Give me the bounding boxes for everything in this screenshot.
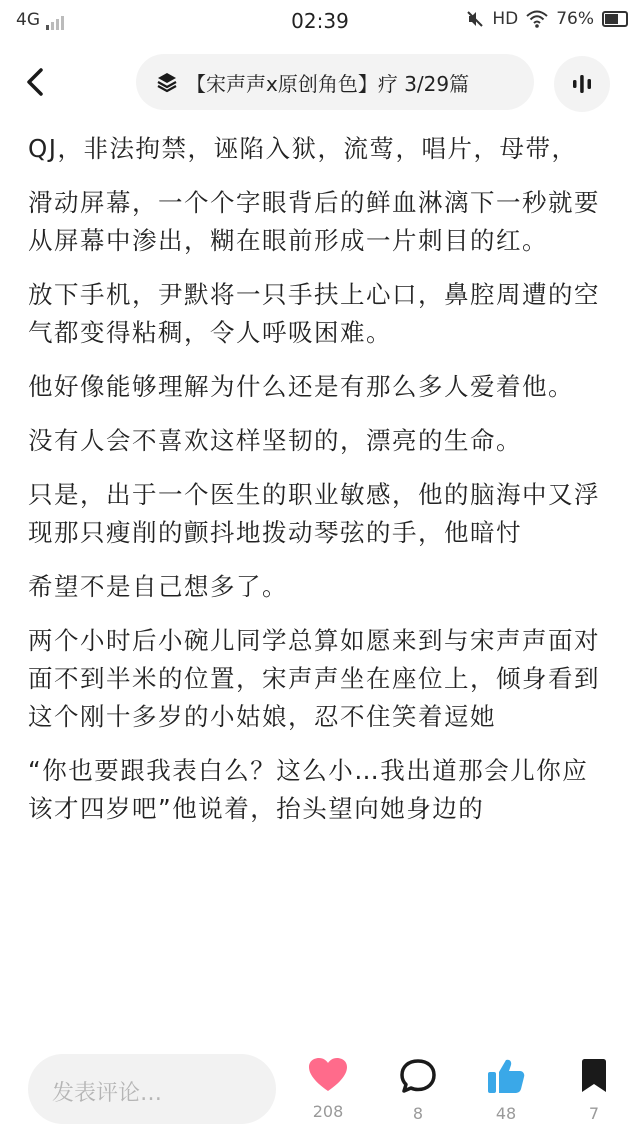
- audio-wave-icon: [570, 72, 594, 96]
- paragraph: 他好像能够理解为什么还是有那么多人爱着他。: [28, 372, 574, 401]
- paragraph: “你也要跟我表白么？这么小…我出道那会儿你应该才四岁吧”他说着，抬头望向她身边的: [28, 756, 589, 823]
- battery-percent: 76%: [556, 9, 594, 29]
- hd-label: HD: [492, 9, 519, 29]
- status-bar: [0, 0, 640, 44]
- paragraph: 两个小时后小碗儿同学总算如愿来到与宋声声面对面不到半米的位置，宋声声坐在座位上，倾身看到这个刚十多岁的小姑娘，忍不住笑着逗她: [28, 626, 600, 731]
- paragraph: 没有人会不喜欢这样坚韧的，漂亮的生命。: [28, 426, 522, 455]
- status-right: [466, 9, 628, 29]
- comments-button[interactable]: [383, 1058, 453, 1138]
- top-nav: [0, 52, 640, 112]
- comment-placeholder: 发表评论…: [52, 1081, 163, 1106]
- bottom-action-bar: [0, 1044, 640, 1138]
- paragraph: QJ，非法拘禁，诬陷入狱，流莺，唱片，母带，: [28, 134, 578, 163]
- comment-count: 8: [412, 1104, 424, 1123]
- network-type: 4G: [16, 10, 40, 30]
- chapter-title: 【宋声声x原创角色】疗 3/29篇: [186, 71, 470, 96]
- bookmark-icon: [579, 1058, 609, 1094]
- paragraph: 希望不是自己想多了。: [28, 572, 288, 601]
- comment-input[interactable]: [28, 1054, 276, 1124]
- back-arrow-icon[interactable]: [20, 66, 52, 98]
- thumbs-up-button[interactable]: [471, 1058, 541, 1138]
- thumbs-up-icon: [487, 1058, 525, 1094]
- article-body: [28, 130, 608, 1040]
- like-count: 208: [312, 1102, 344, 1121]
- layers-icon: [156, 71, 178, 93]
- wifi-icon: [526, 10, 548, 28]
- chapter-title-pill[interactable]: [136, 54, 534, 110]
- mute-icon: [466, 10, 484, 28]
- bookmark-count: 7: [588, 1104, 600, 1123]
- thumbs-up-count: 48: [495, 1104, 517, 1123]
- paragraph: 滑动屏幕，一个个字眼背后的鲜血淋漓下一秒就要从屏幕中渗出，糊在眼前形成一片刺目的红。: [28, 188, 600, 255]
- battery-icon: [602, 11, 628, 27]
- like-button[interactable]: [293, 1058, 363, 1138]
- comment-bubble-icon: [399, 1058, 437, 1094]
- status-time: 02:39: [291, 9, 349, 33]
- audio-button[interactable]: [554, 56, 610, 112]
- paragraph: 放下手机，尹默将一只手扶上心口，鼻腔周遭的空气都变得粘稠，令人呼吸困难。: [28, 280, 600, 347]
- paragraph: 只是，出于一个医生的职业敏感，他的脑海中又浮现那只瘦削的颤抖地拨动琴弦的手，他暗忖: [28, 480, 600, 547]
- bookmark-button[interactable]: [559, 1058, 629, 1138]
- heart-icon: [309, 1058, 347, 1092]
